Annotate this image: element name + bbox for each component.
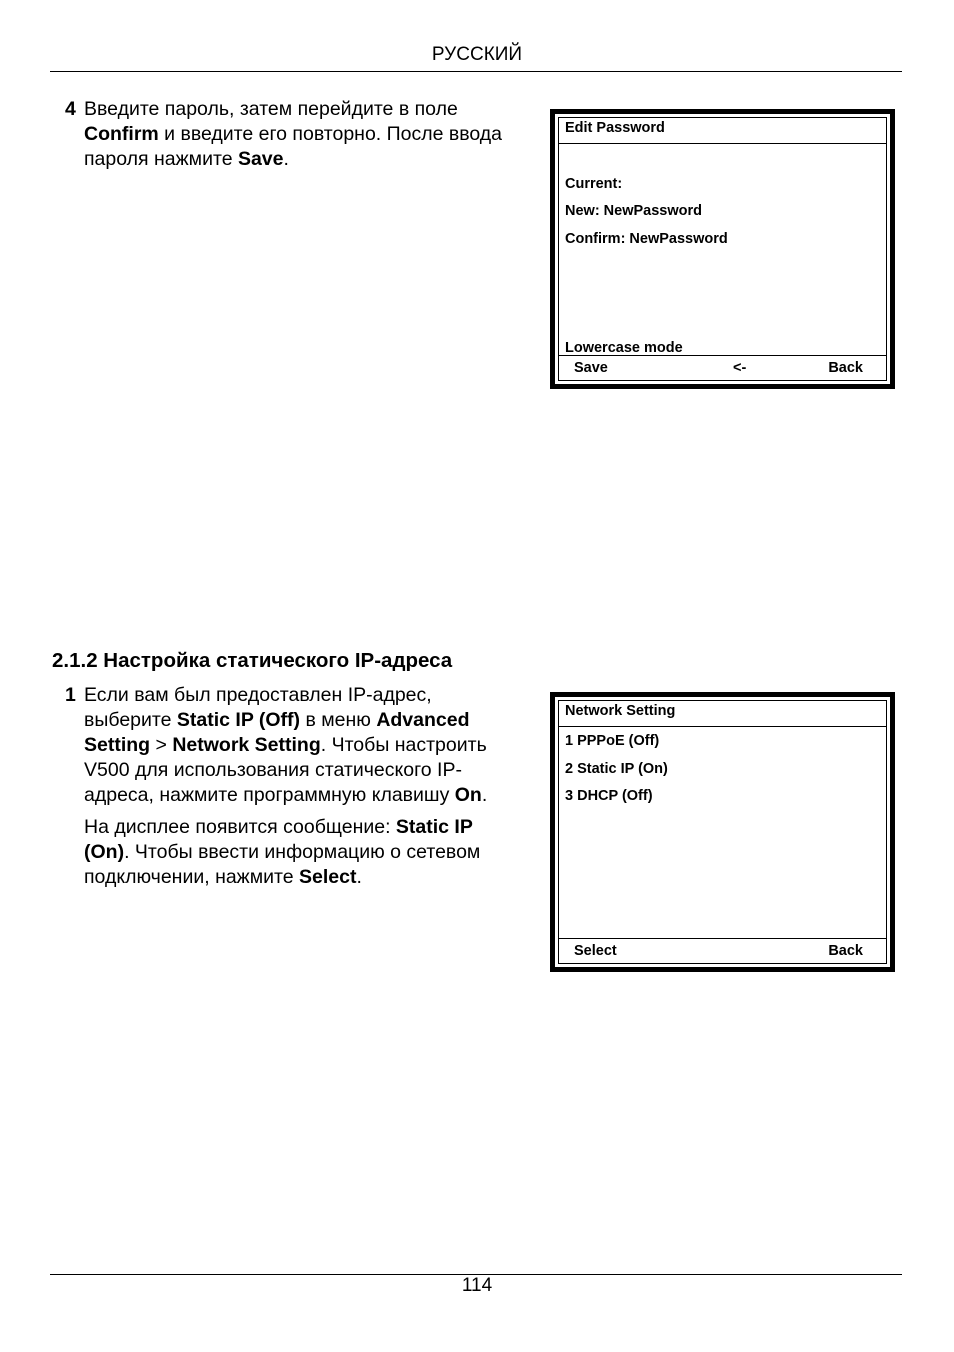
step-line: Если вам был предоставлен IP-адрес, [84, 684, 432, 706]
step-line: Введите пароль, затем перейдите в поле [84, 98, 458, 120]
menu-item-pppoe[interactable]: 1 PPPoE (Off) [565, 733, 660, 749]
step-line: адреса, нажмите программную клавишу On. [84, 784, 488, 806]
step-line: пароля нажмите Save. [84, 148, 289, 170]
step-line: Setting > Network Setting. Чтобы настроить [84, 734, 487, 756]
screen-title: Network Setting [559, 701, 886, 727]
step-1 [65, 683, 535, 893]
phone-screen-edit-password [550, 109, 895, 389]
screen-title: Edit Password [559, 118, 886, 144]
step-number: 1 [65, 684, 76, 706]
menu-item-dhcp[interactable]: 3 DHCP (Off) [565, 788, 653, 804]
save-softkey[interactable]: Save [574, 360, 608, 376]
backspace-softkey[interactable]: <- [733, 360, 747, 376]
screen-display [558, 700, 887, 964]
step-line: На дисплее появится сообщение: Static IP [84, 816, 473, 838]
select-softkey[interactable]: Select [574, 943, 617, 959]
step-line: Confirm и введите его повторно. После ввода [84, 123, 503, 145]
step-line: выберите Static IP (Off) в меню Advanced [84, 709, 470, 731]
confirm-password-field[interactable]: Confirm: NewPassword [565, 231, 728, 247]
section-title: 2.1.2 Настройка статического IP-адреса [52, 649, 453, 672]
step-text [84, 683, 487, 897]
new-password-field[interactable]: New: NewPassword [565, 203, 702, 219]
step-paragraph [84, 815, 487, 890]
phone-screen-network-setting [550, 692, 895, 972]
screen-display [558, 117, 887, 381]
menu-item-static-ip[interactable]: 2 Static IP (On) [565, 761, 668, 777]
step-4 [65, 97, 535, 177]
softkey-bar [559, 938, 886, 963]
header-rule [50, 71, 902, 72]
step-text [84, 97, 502, 172]
step-line: подключении, нажмите Select. [84, 866, 362, 888]
back-softkey[interactable]: Back [828, 943, 863, 959]
step-number: 4 [65, 98, 76, 120]
softkey-bar [559, 355, 886, 380]
step-paragraph [84, 683, 487, 808]
page-header-language: РУССКИЙ [431, 44, 523, 65]
current-password-field[interactable]: Current: [565, 176, 623, 192]
input-mode-label: Lowercase mode [565, 340, 683, 356]
step-line: (On). Чтобы ввести информацию о сетевом [84, 841, 481, 863]
step-line: V500 для использования статического IP- [84, 759, 462, 781]
page-number: 114 [461, 1275, 493, 1296]
back-softkey[interactable]: Back [828, 360, 863, 376]
